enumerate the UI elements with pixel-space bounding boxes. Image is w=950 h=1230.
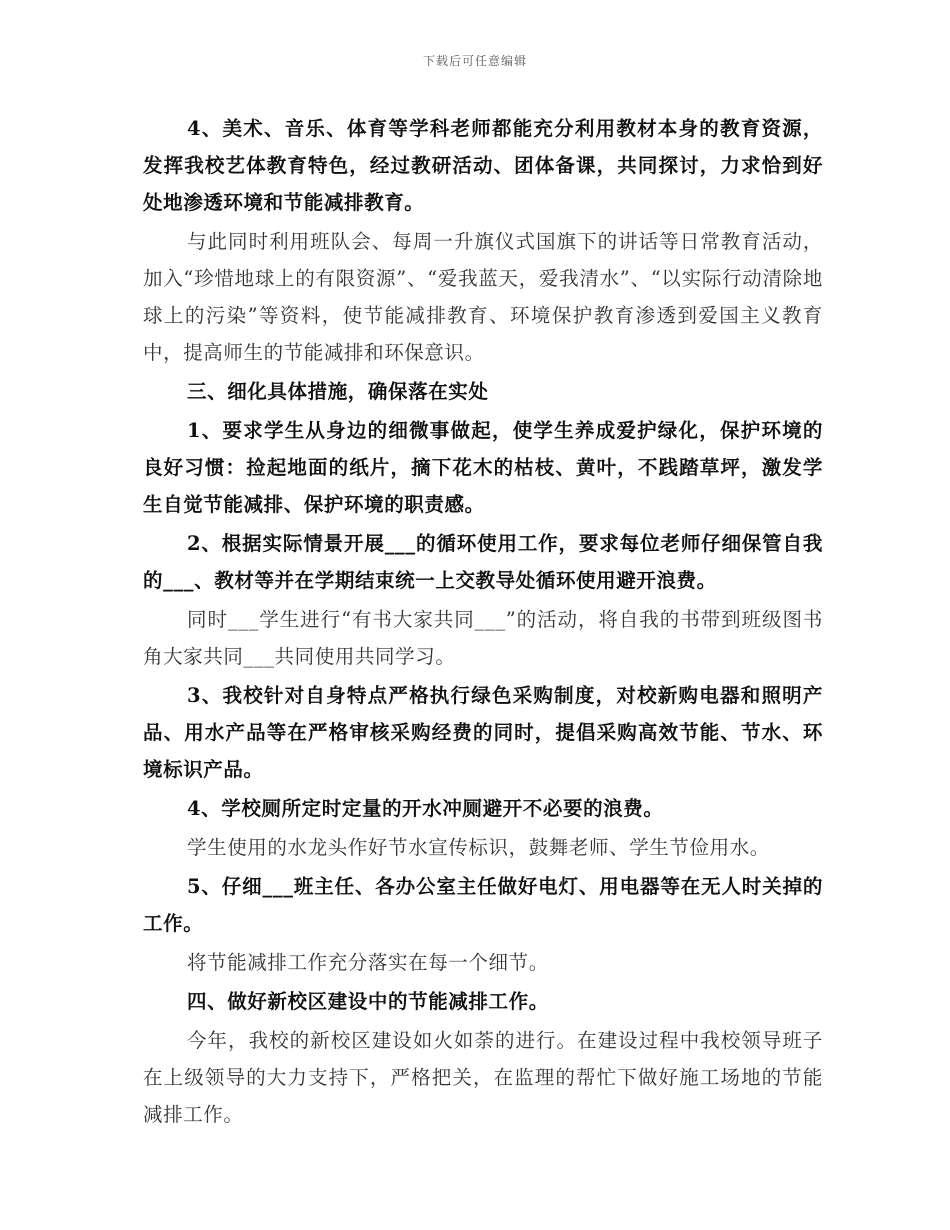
- paragraph-recycling: 2、根据实际情景开展___的循环使用工作，要求每位老师仔细保管自我的___、教材等并在学期结束统一上交教导处循环使用避开浪费。: [143, 532, 823, 592]
- paragraph-faucet-labels: 学生使用的水龙头作好节水宣传标识，鼓舞老师、学生节俭用水。: [187, 836, 770, 859]
- page-header: 下载后可任意编辑: [422, 54, 527, 68]
- section-heading-measures: 三、细化具体措施，确保落在实处: [187, 380, 489, 403]
- paragraph-toilet-water: 4、学校厕所定时定量的开水冲厕避开不必要的浪费。: [187, 797, 664, 820]
- section-heading-new-campus: 四、做好新校区建设中的节能减排工作。: [187, 990, 549, 1013]
- paragraph-new-campus: 今年，我校的新校区建设如火如荼的进行。在建设过程中我校领导班子在上级领导的大力支持下，严格把关，在监理的帮忙下做好施工场地的节能减排工作。: [143, 1029, 823, 1126]
- document-body: [143, 110, 823, 1133]
- paragraph-lights-off: 5、仔细___班主任、各办公室主任做好电灯、用电器等在无人时关掉的工作。: [143, 875, 823, 935]
- paragraph-arts-education: 4、美术、音乐、体育等学科老师都能充分利用教材本身的教育资源，发挥我校艺体教育特色，经过教研活动、团体备课，共同探讨，力求恰到好处地渗透环境和节能减排教育。: [143, 117, 823, 214]
- paragraph-book-sharing: 同时___学生进行“有书大家共同___”的活动，将自我的书带到班级图书角大家共同___共同使用共同学习。: [143, 608, 823, 668]
- paragraph-details: 将节能减排工作充分落实在每一个细节。: [187, 951, 549, 974]
- paragraph-class-activities: 与此同时利用班队会、每周一升旗仪式国旗下的讲话等日常教育活动，加入“珍惜地球上的有限资源”、“爱我蓝天，爱我清水”、“以实际行动清除地球上的污染”等资料，使节能减排教育、环境保护教育渗透到爱国主义教育中，提高师生的节能减排和环保意识。: [143, 230, 823, 364]
- paragraph-green-procurement: 3、我校针对自身特点严格执行绿色采购制度，对校新购电器和照明产品、用水产品等在严格审核采购经费的同时，提倡采购高效节能、节水、环境标识产品。: [143, 684, 823, 781]
- paragraph-student-habits: 1、要求学生从身边的细微事做起，使学生养成爱护绿化，保护环境的良好习惯：捡起地面的纸片，摘下花木的枯枝、黄叶，不践踏草坪，激发学生自觉节能减排、保护环境的职责感。: [143, 419, 823, 516]
